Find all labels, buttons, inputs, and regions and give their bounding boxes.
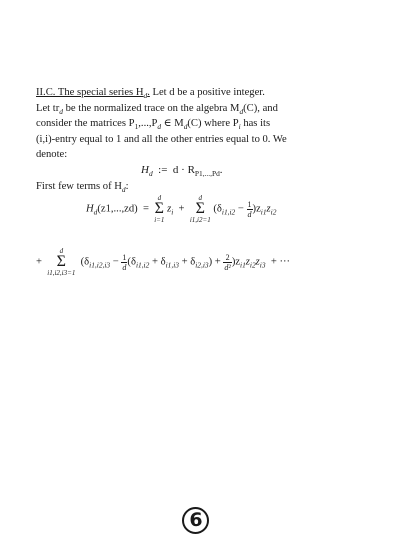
entry-sentence: (i,i)-entry equal to 1 and all the other entries equal to 0. We [36,133,287,145]
first-terms-label: First few terms of $H_d$: [36,181,129,195]
definition-equation: $H_d$ := $d \cdot R_{P1,...,Pd}$. [141,164,223,179]
intro-sentence: Let d be a positive integer. [152,87,265,98]
summation-i1-i2-i3: d Σ i1,i2,i3=1 [47,247,76,277]
fraction-two-over-d-squared: $\frac{2}{\text{d²}}$ [224,252,231,272]
series-line-1: $H_d(z1,...,zd)$ = d Σ i=1 $z_i$ + d Σ i1,i2=1 ($\delta_{i1,i2}$ − $\frac{1}{d}$ )$z_{i1}z_{i2}$ [86,194,277,224]
fraction-one-over-d: $\frac{1}{d}$ [247,199,252,219]
section-heading: II.C. The special series $H_d$. [36,87,150,101]
fraction-one-over-d-2: $\frac{1}{d}$ [122,252,127,272]
summation-i: d Σ i=1 [154,194,165,224]
page-number: 6 [181,507,211,533]
series-line-2: + d Σ i1,i2,i3=1 ($\delta_{i1,i2,i3}$ − $\frac{1}{d}$ $(\delta_{i1,i2} + \delta_{i1,i3} + \delta_{i2,i3})$ + $\frac{2}{\text{d²}}$ )$z_{i1}z_{i2}z_{i3}$ + ··· [36,247,291,277]
trace-sentence: Let $tr_d$ be the normalized trace on the algebra $M_d(C)$, and [36,102,278,116]
intro-paragraph [36,85,369,163]
matrices-sentence: consider the matrices $P_1,...,P_d$ ∈ $M_d(C)$ where $P_i$ has its [36,118,271,132]
summation-i1-i2: d Σ i1,i2=1 [189,194,211,224]
denote-sentence: denote: [36,149,68,161]
